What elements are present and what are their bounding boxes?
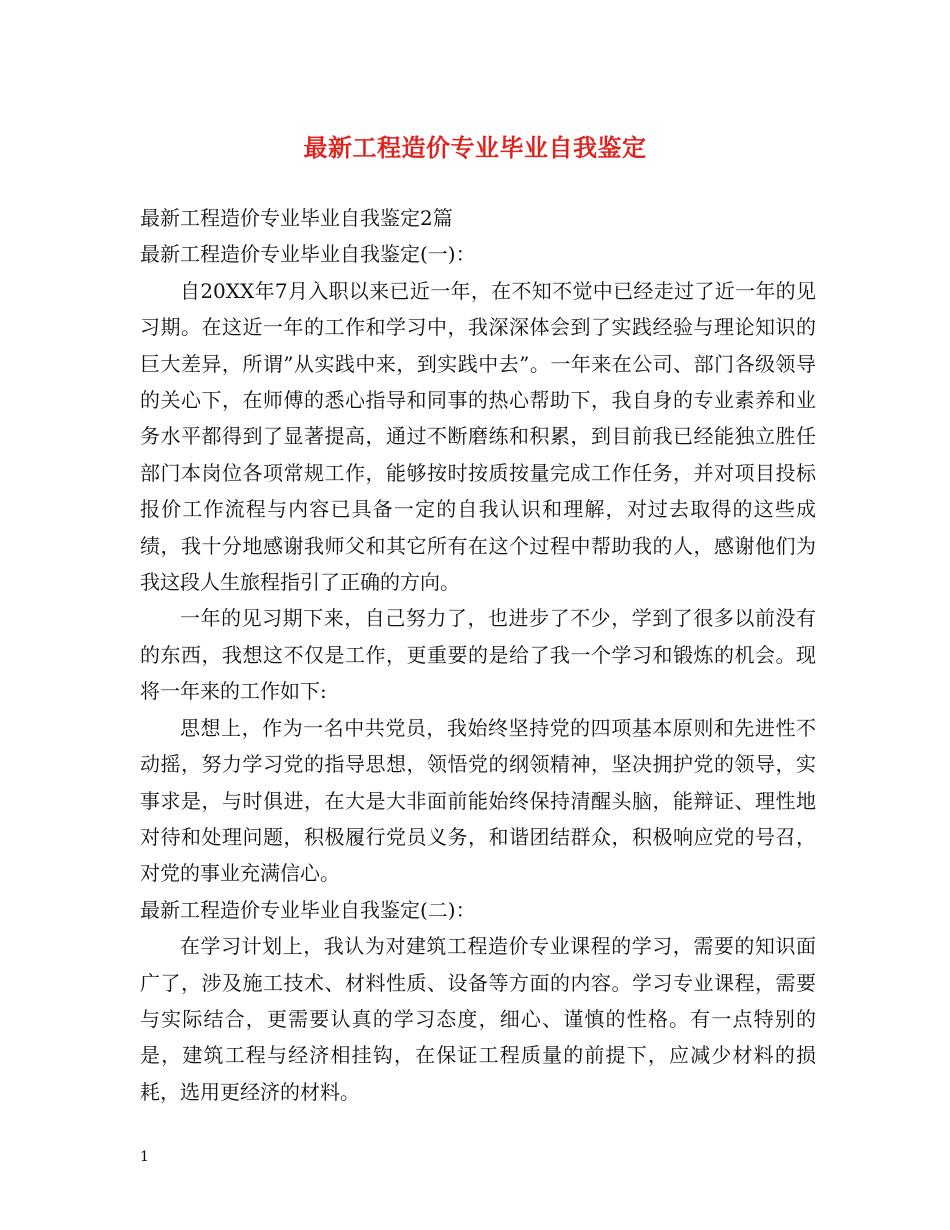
body-paragraph: 思想上，作为一名中共党员，我始终坚持党的四项基本原则和先进性不动摇，努力学习党的指导思想，领悟党的纲领精神，坚决拥护党的领导，实事求是，与时俱进，在大是大非面前能始终保持清醒头脑，能辩证、理性地对待和处理问题，积极履行党员义务，和谐团结群众，积极响应党的号召，对党的事业充满信心。	[140, 715, 816, 886]
document-body	[140, 200, 816, 1110]
body-paragraph: 在学习计划上，我认为对建筑工程造价专业课程的学习，需要的知识面广了，涉及施工技术、材料性质、设备等方面的内容。学习专业课程，需要与实际结合，更需要认真的学习态度，细心、谨慎的性格。有一点特别的是，建筑工程与经济相挂钩，在保证工程质量的前提下，应减少材料的损耗，选用更经济的材料。	[140, 934, 816, 1104]
subtitle-line: 最新工程造价专业毕业自我鉴定2篇	[140, 206, 453, 230]
body-paragraph: 自20XX年7月入职以来已近一年，在不知不觉中已经走过了近一年的见习期。在这近一年的工作和学习中，我深深体会到了实践经验与理论知识的巨大差异，所谓”从实践中来，到实践中去”。一年来在公司、部门各级领导的关心下，在师傅的悉心指导和同事的热心帮助下，我自身的专业素养和业务水平都得到了显著提高，通过不断磨练和积累，到目前我已经能独立胜任部门本岗位各项常规工作，能够按时按质按量完成工作任务，并对项目投标报价工作流程与内容已具备一定的自我认识和理解，对过去取得的这些成绩，我十分地感谢我师父和其它所有在这个过程中帮助我的人，感谢他们为我这段人生旅程指引了正确的方向。	[140, 278, 816, 595]
page-number: 1	[140, 1149, 149, 1165]
body-paragraph: 一年的见习期下来，自己努力了，也进步了不少，学到了很多以前没有的东西，我想这不仅是工作，更重要的是给了我一个学习和锻炼的机会。现将一年来的工作如下:	[140, 606, 816, 704]
section-one-heading: 最新工程造价专业毕业自我鉴定(一)：	[140, 242, 476, 267]
section-two-heading: 最新工程造价专业毕业自我鉴定(二)：	[140, 897, 476, 922]
document-title: 最新工程造价专业毕业自我鉴定	[303, 133, 647, 162]
